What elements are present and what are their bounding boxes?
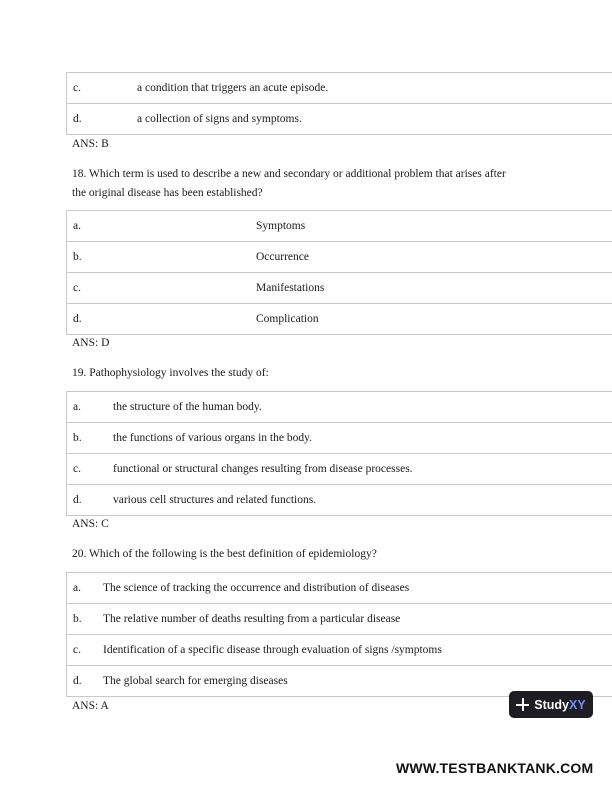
option-letter: b. <box>73 432 82 444</box>
option-letter: a. <box>73 582 81 594</box>
option-text: Manifestations <box>256 282 325 294</box>
option-row <box>67 304 612 335</box>
brand-accent: XY <box>569 697 586 712</box>
option-text: the functions of various organs in the body. <box>113 432 312 444</box>
option-row <box>67 73 612 104</box>
option-row <box>67 392 612 423</box>
option-text: Complication <box>256 313 319 325</box>
option-letter: a. <box>73 401 81 413</box>
q20-question: 20. Which of the following is the best definition of epidemiology? <box>72 548 377 560</box>
q17-options-table <box>66 72 612 135</box>
q17-answer: ANS: B <box>72 138 109 150</box>
option-row <box>67 573 612 604</box>
q18-question-line2: the original disease has been established? <box>72 187 263 199</box>
option-letter: b. <box>73 613 82 625</box>
q20-options-table <box>66 572 612 697</box>
option-letter: d. <box>73 675 82 687</box>
option-row <box>67 423 612 454</box>
option-text: The science of tracking the occurrence and distribution of diseases <box>103 582 410 594</box>
plus-icon <box>516 698 529 711</box>
q18-answer: ANS: D <box>72 337 110 349</box>
studyxy-badge[interactable] <box>509 691 593 718</box>
option-letter: d. <box>73 313 82 325</box>
option-letter: d. <box>73 113 82 125</box>
option-text: a collection of signs and symptoms. <box>137 113 302 125</box>
option-row <box>67 104 612 135</box>
option-row <box>67 485 612 516</box>
footer-site-url: WWW.TESTBANKTANK.COM <box>396 760 594 776</box>
q18-options-table <box>66 210 612 335</box>
option-letter: b. <box>73 251 82 263</box>
q19-options-table <box>66 391 612 516</box>
option-text: Symptoms <box>256 220 306 232</box>
option-text: The global search for emerging diseases <box>103 675 288 687</box>
q18-question-line1: 18. Which term is used to describe a new and secondary or additional problem that arises after <box>72 168 506 180</box>
option-letter: d. <box>73 494 82 506</box>
option-row <box>67 211 612 242</box>
option-text: The relative number of deaths resulting from a particular disease <box>103 613 401 625</box>
q19-answer: ANS: C <box>72 518 109 530</box>
option-row <box>67 273 612 304</box>
option-text: Occurrence <box>256 251 309 263</box>
option-text: a condition that triggers an acute episode. <box>137 82 329 94</box>
option-letter: c. <box>73 282 81 294</box>
option-letter: a. <box>73 220 81 232</box>
option-letter: c. <box>73 82 81 94</box>
option-text: various cell structures and related functions. <box>113 494 317 506</box>
option-row <box>67 242 612 273</box>
option-text: Identification of a specific disease through evaluation of signs /symptoms <box>103 644 442 656</box>
option-letter: c. <box>73 644 81 656</box>
option-text: the structure of the human body. <box>113 401 262 413</box>
q20-answer: ANS: A <box>72 700 109 712</box>
option-row <box>67 454 612 485</box>
brand-name <box>534 698 585 712</box>
q19-question: 19. Pathophysiology involves the study of: <box>72 367 269 379</box>
option-letter: c. <box>73 463 81 475</box>
option-text: functional or structural changes resulting from disease processes. <box>113 463 413 475</box>
brand-main: Study <box>534 697 570 712</box>
option-row <box>67 604 612 635</box>
option-row <box>67 635 612 666</box>
